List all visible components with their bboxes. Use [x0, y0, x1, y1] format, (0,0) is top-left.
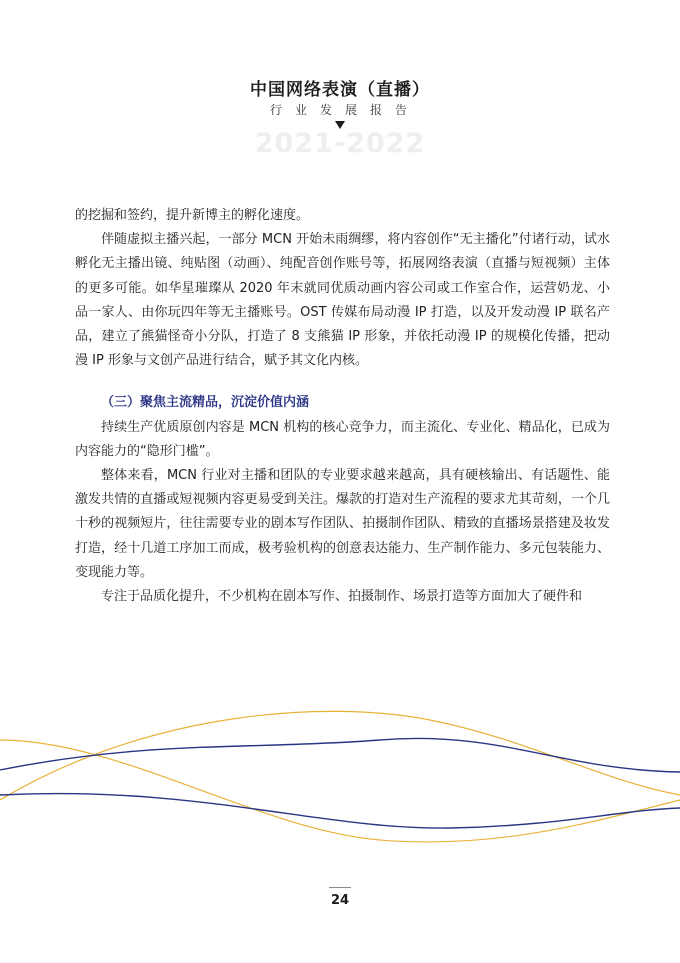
- page-number-rule: [329, 887, 351, 888]
- report-header: [0, 0, 680, 170]
- page-number: 24: [330, 893, 350, 908]
- paragraph: 专注于品质化提升，不少机构在剧本写作、拍摄制作、场景打造等方面加大了硬件和: [101, 589, 583, 605]
- paragraph: 伴随虚拟主播兴起，一部分 MCN 开始未雨绸缪，将内容创作“无主播化”付诸行动，试水孵化无主播出镜、纯贴图（动画）、纯配音创作账号等，拓展网络表演（直播与短视频）主体的更多可能。如华星璀璨从 2020 年末就同优质动画内容公司或工作室合作，运营奶龙、小品一家人、由你玩四年等无主播账号。OST 传媒布局动漫 IP 打造，以及开发动漫 IP 联名产品，建立了熊猫怪奇小分队，打造了 8 支熊猫 IP 形象，并依托动漫 IP 的规模化传播，把动漫 IP 形象与文创产品进行结合，赋予其文化内核。: [75, 232, 610, 369]
- navy-wave-line: [0, 794, 680, 829]
- navy-wave-line: [0, 738, 680, 772]
- report-years-watermark: 2021-2022: [254, 128, 426, 159]
- report-subtitle: 行业发展报告: [269, 103, 420, 117]
- decorative-waves: [0, 700, 680, 850]
- paragraph: 整体来看，MCN 行业对主播和团队的专业要求越来越高，具有硬核输出、有话题性、能激发共情的直播或短视频内容更易受到关注。爆款的打造对生产流程的要求尤其苛刻，一个几十秒的视频短片，往往需要专业的剧本写作团队、拍摄制作团队、精致的直播场景搭建及妆发打造，经十几道工序加工而成，极考验机构的创意表达能力、生产制作能力、多元包装能力、变现能力等。: [75, 468, 610, 580]
- paragraph: 持续生产优质原创内容是 MCN 机构的核心竞争力，而主流化、专业化、精品化，已成为内容能力的“隐形门槛”。: [75, 419, 610, 459]
- report-title: 中国网络表演（直播）: [250, 80, 430, 100]
- gold-wave-line: [0, 740, 680, 842]
- article-body: [75, 204, 610, 609]
- gold-wave-line: [0, 711, 680, 800]
- section-heading: （三）聚焦主流精品，沉淀价值内涵: [101, 395, 310, 411]
- paragraph: 的挖掘和签约，提升新博主的孵化速度。: [75, 208, 310, 223]
